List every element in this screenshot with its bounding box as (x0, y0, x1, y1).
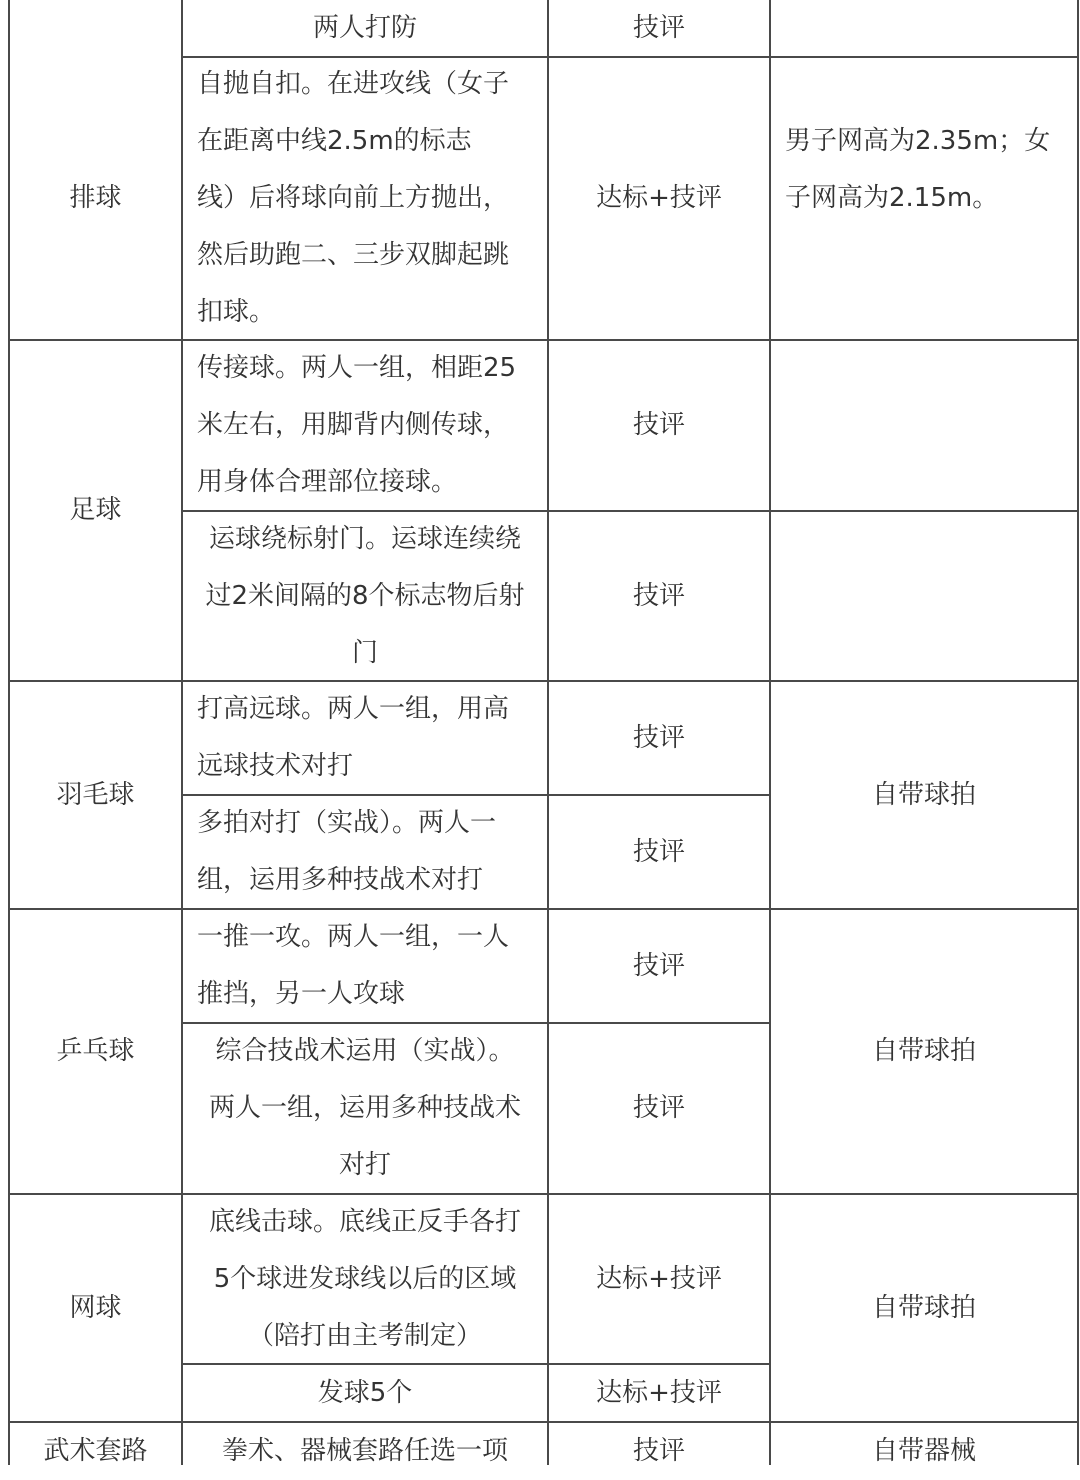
method-cell (549, 682, 769, 794)
sport-name: 武术套路 (43, 1435, 148, 1466)
content-line: 运球绕标射门。运球连续绕 (208, 523, 521, 554)
method-text: 技评 (632, 950, 685, 981)
method-cell (549, 1024, 769, 1193)
note-cell (771, 910, 1077, 1193)
note-text: 自带器械 (871, 1435, 976, 1466)
content-cell (183, 512, 547, 680)
method-cell (549, 1195, 769, 1363)
content-line: 底线击球。底线正反手各打 (208, 1206, 521, 1237)
method-cell (549, 796, 769, 908)
content-line: 远球技术对打 (197, 751, 354, 781)
note-text: 自带球拍 (871, 779, 976, 810)
method-cell (549, 0, 769, 56)
content-line: 米左右，用脚背内侧传球， (197, 410, 510, 440)
content-line: 用身体合理部位接球。 (197, 467, 458, 497)
content-line: 传接球。两人一组，相距25 (197, 353, 517, 383)
table-border-right (1077, 0, 1079, 1465)
content-line: 打高远球。两人一组，用高 (197, 694, 510, 724)
sport-cell (10, 1195, 181, 1421)
method-text: 达标+技评 (596, 1263, 722, 1294)
note-cell (771, 682, 1077, 908)
note-cell (771, 1195, 1077, 1421)
sport-cell (10, 910, 181, 1193)
content-cell (183, 0, 547, 56)
content-line: 在距离中线2.5m的标志 (197, 126, 472, 156)
content-line: 推挡，另一人攻球 (197, 979, 406, 1009)
note-cell (771, 1423, 1077, 1479)
content-cell (183, 796, 547, 908)
content-line: 发球5个 (317, 1377, 413, 1408)
sport-name: 网球 (69, 1292, 122, 1323)
note-line: 男子网高为2.35m；女 (785, 126, 1051, 156)
content-line: 拳术、器械套路任选一项 (221, 1435, 508, 1466)
content-line: 一推一攻。两人一组，一人 (197, 922, 510, 952)
content-line: 组，运用多种技战术对打 (197, 865, 484, 895)
method-text: 技评 (632, 722, 685, 753)
method-cell (549, 58, 769, 339)
content-cell (183, 1365, 547, 1421)
content-line: 5个球进发球线以后的区域 (213, 1263, 517, 1294)
content-line: 自抛自扣。在进攻线（女子 (197, 69, 510, 99)
sport-name: 排球 (69, 182, 122, 213)
content-cell (183, 1423, 547, 1479)
method-cell (549, 1365, 769, 1421)
method-text: 技评 (632, 1093, 685, 1123)
method-text: 达标+技评 (596, 1377, 722, 1408)
sport-name: 羽毛球 (56, 779, 135, 810)
note-text: 自带球拍 (871, 1292, 976, 1323)
method-cell (549, 512, 769, 680)
sport-name: 足球 (69, 495, 122, 525)
content-cell (183, 1024, 547, 1193)
content-line: 两人一组，运用多种技战术 (208, 1093, 521, 1123)
sport-cell (10, 57, 181, 339)
content-cell (183, 910, 547, 1022)
content-line: （陪打由主考制定） (247, 1320, 482, 1351)
content-line: 线）后将球向前上方抛出， (197, 183, 510, 213)
content-cell (183, 682, 547, 794)
content-line: 过2米间隔的8个标志物后射 (205, 580, 525, 611)
sport-cell (10, 682, 181, 908)
content-line: 综合技战术运用（实战）。 (215, 1036, 515, 1066)
content-line: 门 (351, 637, 378, 668)
content-line: 多拍对打（实战）。两人一 (197, 808, 497, 838)
content-line: 对打 (338, 1150, 391, 1180)
method-text: 技评 (632, 12, 685, 43)
content-line: 两人打防 (312, 12, 417, 43)
content-line: 扣球。 (197, 297, 276, 327)
method-text: 技评 (632, 410, 685, 440)
note-line: 子网高为2.15m。 (785, 183, 999, 213)
method-cell (549, 1423, 769, 1479)
method-cell (549, 341, 769, 510)
content-cell (183, 58, 547, 339)
content-line: 然后助跑二、三步双脚起跳 (197, 240, 510, 270)
content-cell (183, 1195, 547, 1363)
sport-name: 乒乓球 (56, 1036, 135, 1066)
method-cell (549, 910, 769, 1022)
sport-cell (10, 1423, 181, 1479)
content-cell (183, 341, 547, 510)
sport-cell (10, 341, 181, 680)
method-text: 技评 (632, 580, 685, 611)
note-cell (771, 58, 1077, 282)
note-text: 自带球拍 (871, 1036, 976, 1066)
method-text: 技评 (632, 1435, 685, 1466)
method-text: 达标+技评 (596, 183, 722, 213)
method-text: 技评 (632, 836, 685, 867)
